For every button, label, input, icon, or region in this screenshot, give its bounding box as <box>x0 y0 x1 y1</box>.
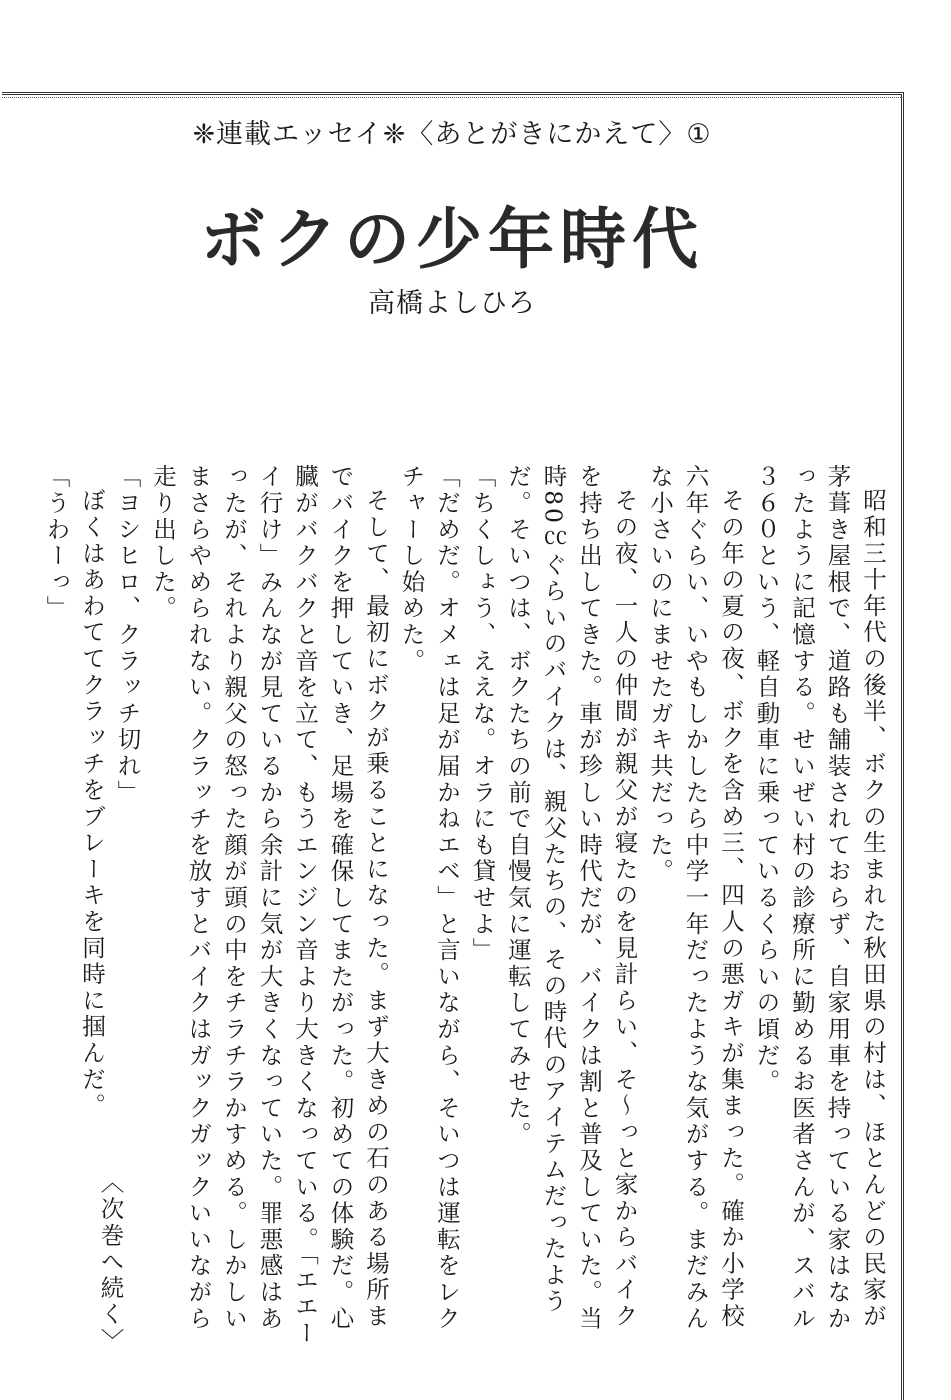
paragraph: ぼくはあわててクラッチをブレーキを同時に掴んだ。 <box>78 487 106 1119</box>
paragraph: その夜、一人の仲間が親父が寝たのを見計らい、そ〜っと家からバイクを持ち出してきた。車が珍しい時代だが、バイクは割と普及していた。当時80㏄ぐらいのバイクは、親父たちの、その時代のアイテムだったようだ。そいつは、ボクたちの前で自慢気に運転してみせた。 <box>504 464 639 1332</box>
paragraph: その年の夏の夜、ボクを含め三、四人の悪ガキが集まった。確か小学校六年ぐらい、いやもしかしたら中学一年だったような気がする。まだみんな小さいのにませたガキ共だった。 <box>646 464 745 1332</box>
dialogue-line: 「ヨシヒロ、クラッチ切れ」 <box>113 464 142 806</box>
paragraph: そして、最初にボクが乗ることになった。まず大きめの石のある場所までバイクを押していき、足場を確保してまたがった。初めての体験だ。心臓がバクバクと音を立て、もうエンジン音より大きくなっている。「エエーイ行け」みんなが見ているから余計に気が大きくなっていた。罪悪感はあったが、それより親父の怒った顔が頭の中をチラチラかすめる。しかしいまさらやめられない。クラッチを放すとバイクはガックガックいいながら走り出した。 <box>149 464 390 1347</box>
essay-body <box>42 464 890 1354</box>
dialogue-line: 「ちくしょう、ええな。オラにも貸せよ」 <box>468 464 497 964</box>
to-be-continued: 〈次巻へ続く〉 <box>96 1169 125 1354</box>
paragraph: 昭和三十年代の後半、ボクの生まれた秋田県の村は、ほとんどの民家が茅葺き屋根で、道路も舗装されておらず、自家用車を持っている家はなかったように記憶する。せいぜい村の診療所に勤めるお医者さんが、スバル３６０という、軽自動車に乗っているくらいの頃だ。 <box>752 464 887 1332</box>
dialogue-line: 「だめだ。オメェは足が届かねエベ」と言いながら、そいつは運転をレクチャーし始めた。 <box>397 464 461 1332</box>
author-name: 高橋よしひろ <box>368 288 536 319</box>
essay-title: ボクの少年時代 <box>200 200 704 278</box>
series-header: ❈連載エッセイ❈〈あとがきにかえて〉① <box>192 119 712 150</box>
dialogue-line: 「うわーっ」 <box>42 464 71 622</box>
